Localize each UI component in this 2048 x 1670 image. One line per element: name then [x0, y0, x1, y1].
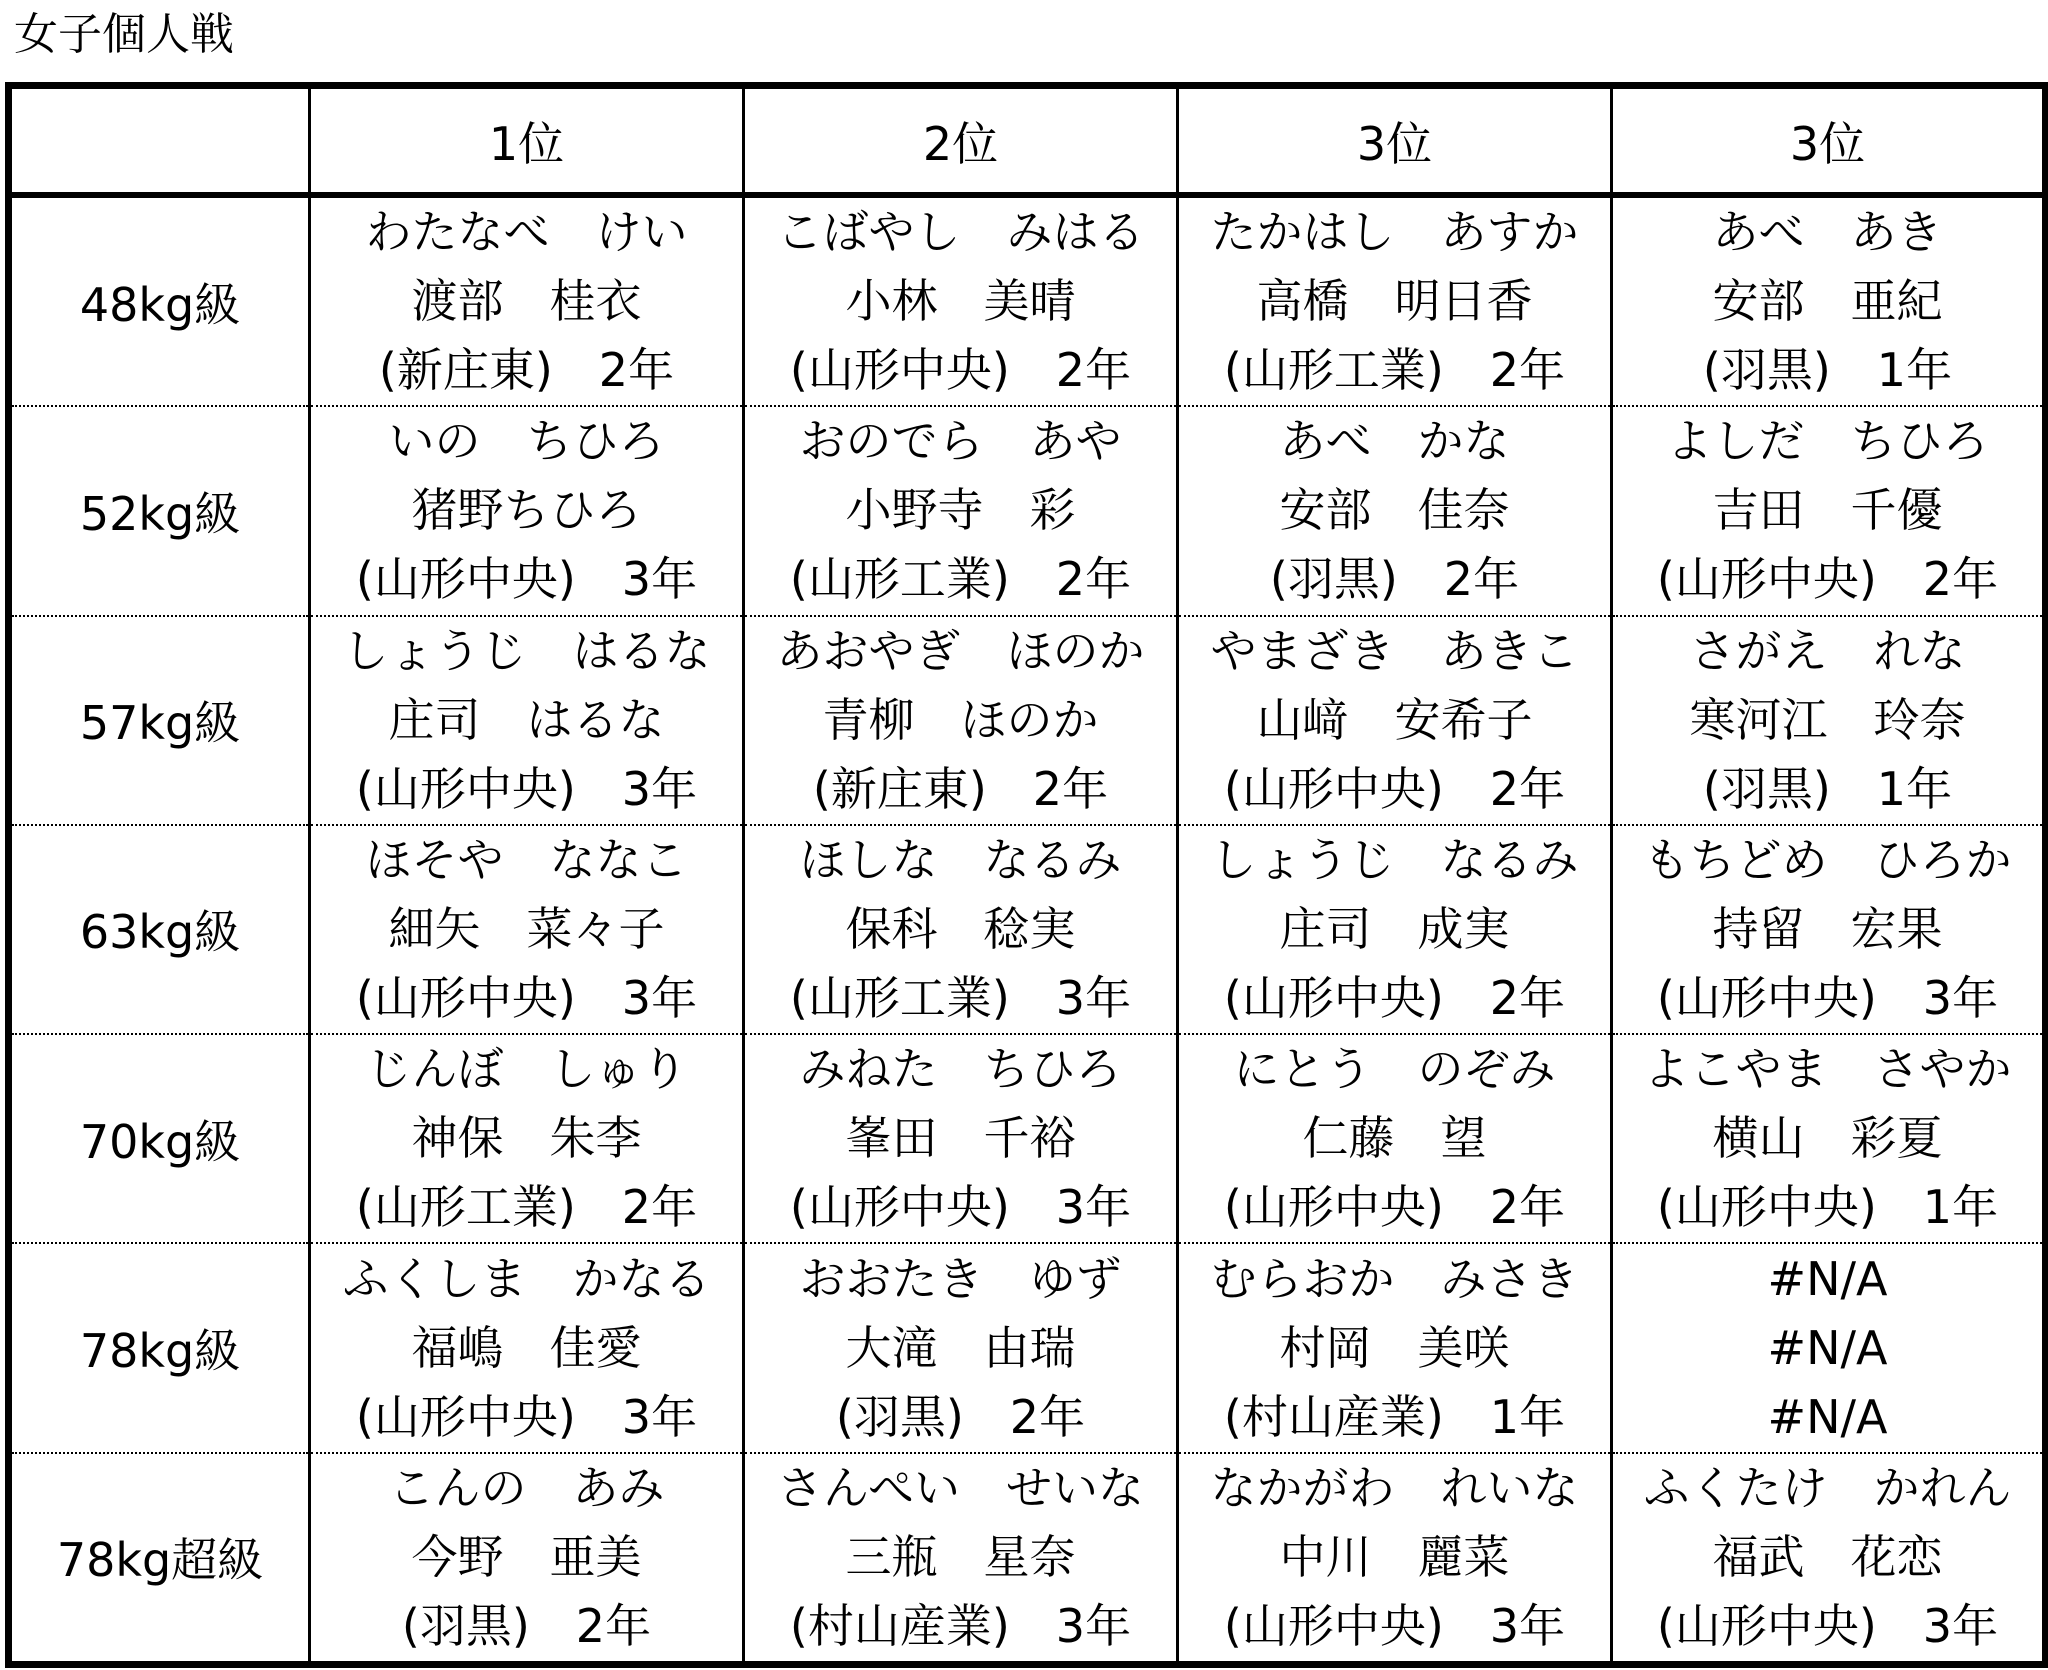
header-row [9, 86, 2046, 196]
entry-kana: おおたき ゆず [799, 1251, 1122, 1306]
table-row [9, 1034, 2046, 1243]
entry-block [311, 1245, 742, 1452]
entry-kana: あおやぎ ほのか [776, 623, 1145, 678]
entry-name: 青柳 ほのか [822, 692, 1099, 747]
entry-name: 山﨑 安希子 [1256, 692, 1533, 747]
entry-kana: あべ かな [1279, 414, 1510, 469]
entry-kana: いの ちひろ [388, 414, 665, 469]
entry-cell [1612, 1034, 2046, 1243]
entry-block [311, 1454, 742, 1661]
table-row [9, 1243, 2046, 1452]
entry-kana: みねた ちひろ [799, 1042, 1122, 1097]
weight-class-cell: 70kg級 [9, 1034, 310, 1243]
entry-block [745, 198, 1176, 405]
entry-kana: たかはし あすか [1210, 205, 1579, 260]
entry-block [745, 1035, 1176, 1242]
entry-cell [310, 1243, 744, 1452]
entry-school-grade: (山形工業) 3年 [789, 970, 1132, 1025]
entry-block [311, 826, 742, 1033]
entry-kana: #N/A [1767, 1251, 1888, 1306]
entry-school-grade: (山形中央) 2年 [1223, 970, 1566, 1025]
entry-cell [1178, 195, 1612, 406]
entry-school-grade: (山形中央) 3年 [789, 1180, 1132, 1235]
entry-block [1613, 826, 2042, 1033]
entry-school-grade: (山形中央) 3年 [1656, 970, 1999, 1025]
entry-kana: ほそや ななこ [365, 832, 688, 887]
weight-class-cell: 52kg級 [9, 406, 310, 615]
entry-cell [1612, 406, 2046, 615]
entry-cell [310, 195, 744, 406]
results-body [9, 195, 2046, 1665]
entry-cell [1612, 616, 2046, 825]
entry-name: #N/A [1767, 1320, 1888, 1375]
weight-class-cell: 78kg級 [9, 1243, 310, 1452]
entry-school-grade: #N/A [1767, 1389, 1888, 1444]
entry-cell [1612, 1453, 2046, 1665]
entry-school-grade: (新庄東) 2年 [812, 761, 1109, 816]
weight-class-cell: 48kg級 [9, 195, 310, 406]
entry-block [1613, 617, 2042, 824]
entry-block [311, 407, 742, 614]
entry-school-grade: (山形中央) 3年 [355, 761, 698, 816]
entry-school-grade: (山形工業) 2年 [789, 552, 1132, 607]
entry-name: 吉田 千優 [1712, 483, 1943, 538]
entry-cell [310, 616, 744, 825]
entry-school-grade: (羽黒) 1年 [1702, 761, 1953, 816]
entry-name: 安部 佳奈 [1279, 483, 1510, 538]
entry-kana: こんの あみ [388, 1460, 665, 1515]
header-2nd-place: 2位 [744, 86, 1178, 196]
entry-school-grade: (山形中央) 3年 [1223, 1598, 1566, 1653]
entry-block [745, 826, 1176, 1033]
entry-name: 持留 宏果 [1712, 901, 1943, 956]
entry-block [1613, 407, 2042, 614]
entry-cell [1612, 1243, 2046, 1452]
entry-school-grade: (山形中央) 3年 [1656, 1598, 1999, 1653]
entry-cell [744, 406, 1178, 615]
header-1st-place: 1位 [310, 86, 744, 196]
entry-school-grade: (羽黒) 2年 [401, 1598, 652, 1653]
entry-name: 村岡 美咲 [1279, 1320, 1510, 1375]
entry-block [1179, 1035, 1610, 1242]
entry-school-grade: (村山産業) 3年 [789, 1598, 1132, 1653]
entry-block [311, 1035, 742, 1242]
entry-name: 福嶋 佳愛 [411, 1320, 642, 1375]
entry-name: 仁藤 望 [1302, 1111, 1487, 1166]
entry-kana: しょうじ なるみ [1210, 832, 1579, 887]
entry-name: 峯田 千裕 [845, 1111, 1076, 1166]
entry-cell [744, 1034, 1178, 1243]
entry-cell [310, 1453, 744, 1665]
entry-name: 保科 稔実 [845, 901, 1076, 956]
entry-kana: わたなべ けい [365, 205, 688, 260]
entry-cell [310, 406, 744, 615]
entry-name: 渡部 桂衣 [411, 274, 642, 329]
entry-school-grade: (山形中央) 3年 [355, 1389, 698, 1444]
entry-kana: ふくたけ かれん [1643, 1460, 2012, 1515]
entry-name: 三瓶 星奈 [845, 1529, 1076, 1584]
entry-cell [1178, 406, 1612, 615]
entry-name: 寒河江 玲奈 [1689, 692, 1966, 747]
entry-name: 福武 花恋 [1712, 1529, 1943, 1584]
entry-name: 大滝 由瑞 [845, 1320, 1076, 1375]
entry-school-grade: (村山産業) 1年 [1223, 1389, 1566, 1444]
entry-kana: あべ あき [1712, 205, 1943, 260]
entry-block [1179, 1245, 1610, 1452]
entry-school-grade: (山形工業) 2年 [355, 1180, 698, 1235]
entry-school-grade: (山形中央) 2年 [1223, 1180, 1566, 1235]
entry-block [1179, 407, 1610, 614]
entry-block [311, 617, 742, 824]
entry-name: 小野寺 彩 [845, 483, 1076, 538]
entry-block [1613, 1035, 2042, 1242]
entry-kana: ほしな なるみ [799, 832, 1122, 887]
entry-block [1613, 198, 2042, 405]
entry-name: 庄司 成実 [1279, 901, 1510, 956]
weight-class-cell: 63kg級 [9, 825, 310, 1034]
entry-name: 小林 美晴 [845, 274, 1076, 329]
entry-kana: さがえ れな [1689, 623, 1966, 678]
header-3rd-place-a: 3位 [1178, 86, 1612, 196]
entry-school-grade: (山形中央) 2年 [1656, 552, 1999, 607]
entry-name: 高橋 明日香 [1256, 274, 1533, 329]
weight-class-cell: 78kg超級 [9, 1453, 310, 1665]
results-table [5, 82, 2048, 1668]
entry-cell [1178, 616, 1612, 825]
table-row [9, 406, 2046, 615]
entry-school-grade: (羽黒) 2年 [835, 1389, 1086, 1444]
entry-name: 横山 彩夏 [1712, 1111, 1943, 1166]
entry-kana: さんぺい せいな [776, 1460, 1145, 1515]
entry-block [311, 198, 742, 405]
entry-block [1179, 1454, 1610, 1661]
entry-cell [744, 616, 1178, 825]
entry-cell [1178, 1034, 1612, 1243]
entry-block [745, 1454, 1176, 1661]
header-3rd-place-b: 3位 [1612, 86, 2046, 196]
entry-cell [310, 825, 744, 1034]
entry-kana: こばやし みはる [776, 205, 1145, 260]
entry-kana: よこやま さやか [1643, 1042, 2012, 1097]
entry-name: 今野 亜美 [411, 1529, 642, 1584]
entry-cell [744, 195, 1178, 406]
entry-kana: ふくしま かなる [342, 1251, 711, 1306]
entry-kana: おのでら あや [799, 414, 1122, 469]
entry-name: 神保 朱李 [411, 1111, 642, 1166]
entry-school-grade: (山形中央) 1年 [1656, 1180, 1999, 1235]
entry-school-grade: (羽黒) 1年 [1702, 343, 1953, 398]
entry-name: 猪野ちひろ [411, 483, 642, 538]
entry-kana: もちどめ ひろか [1643, 832, 2012, 887]
entry-block [745, 1245, 1176, 1452]
entry-kana: やまざき あきこ [1210, 623, 1579, 678]
entry-school-grade: (羽黒) 2年 [1269, 552, 1520, 607]
entry-block [745, 407, 1176, 614]
entry-block [745, 617, 1176, 824]
entry-school-grade: (山形中央) 3年 [355, 552, 698, 607]
entry-kana: しょうじ はるな [342, 623, 711, 678]
entry-block [1179, 198, 1610, 405]
entry-cell [1178, 1453, 1612, 1665]
entry-school-grade: (山形工業) 2年 [1223, 343, 1566, 398]
entry-kana: むらおか みさき [1210, 1251, 1579, 1306]
entry-school-grade: (山形中央) 2年 [789, 343, 1132, 398]
weight-class-cell: 57kg級 [9, 616, 310, 825]
entry-block [1179, 826, 1610, 1033]
entry-kana: よしだ ちひろ [1666, 414, 1989, 469]
table-row [9, 825, 2046, 1034]
entry-cell [1178, 1243, 1612, 1452]
entry-cell [744, 1243, 1178, 1452]
table-row [9, 1453, 2046, 1665]
entry-cell [744, 1453, 1178, 1665]
table-row [9, 616, 2046, 825]
entry-school-grade: (山形中央) 3年 [355, 970, 698, 1025]
entry-block [1613, 1454, 2042, 1661]
entry-kana: にとう のぞみ [1233, 1042, 1556, 1097]
entry-cell [1178, 825, 1612, 1034]
entry-block [1179, 617, 1610, 824]
header-corner [9, 86, 310, 196]
entry-kana: じんぼ しゅり [365, 1042, 688, 1097]
entry-name: 中川 麗菜 [1279, 1529, 1510, 1584]
entry-cell [1612, 195, 2046, 406]
entry-block [1613, 1245, 2042, 1452]
entry-school-grade: (山形中央) 2年 [1223, 761, 1566, 816]
page-title: 女子個人戦 [14, 9, 234, 60]
entry-name: 庄司 はるな [388, 692, 665, 747]
entry-cell [1612, 825, 2046, 1034]
table-row [9, 195, 2046, 406]
entry-kana: なかがわ れいな [1210, 1460, 1579, 1515]
entry-name: 安部 亜紀 [1712, 274, 1943, 329]
entry-name: 細矢 菜々子 [388, 901, 665, 956]
entry-school-grade: (新庄東) 2年 [378, 343, 675, 398]
entry-cell [310, 1034, 744, 1243]
entry-cell [744, 825, 1178, 1034]
